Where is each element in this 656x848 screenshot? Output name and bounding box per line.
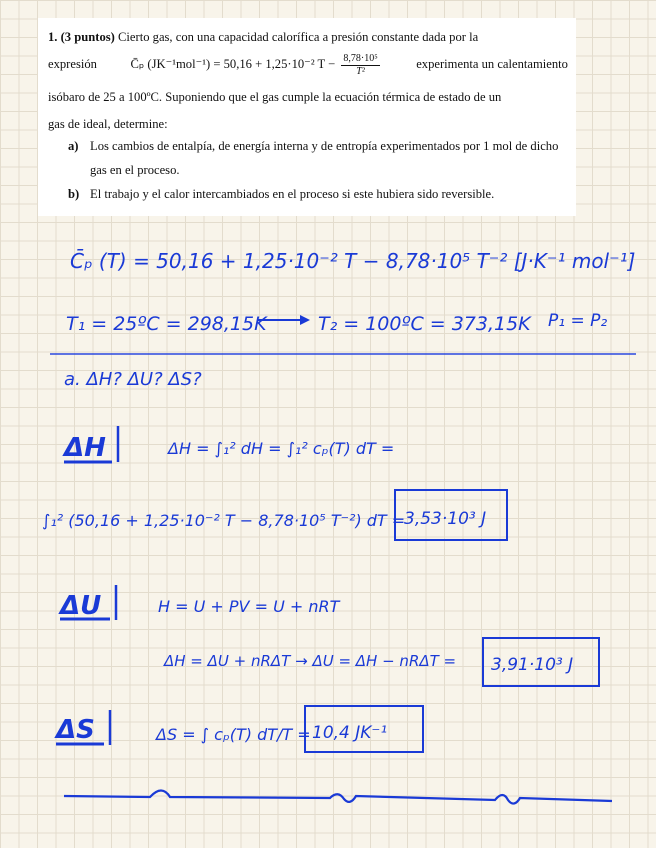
cp-formula-denominator: T² <box>356 65 365 77</box>
problem-line-4: gas de ideal, determine: <box>48 117 168 131</box>
pressure-condition: P₁ = P₂ <box>548 311 608 331</box>
delta-u-definition: H = U + PV = U + nRT <box>158 597 340 616</box>
delta-s-definition: ΔS = ∫ cₚ(T) dT/T = <box>156 725 311 744</box>
delta-h-definition: ΔH = ∫₁² dH = ∫₁² cₚ(T) dT = <box>168 439 395 458</box>
cp-formula-lhs: C̄ₚ (JK⁻¹mol⁻¹) = 50,16 + 1,25·10⁻² T − <box>130 57 336 71</box>
t2-conversion: T₂ = 100ºC = 373,15K <box>318 313 531 335</box>
item-text-b: El trabajo y el calor intercambiados en el proceso si este hubiera sido reversible. <box>90 187 495 201</box>
cp-formula-numerator: 8,78·10⁵ <box>343 52 378 64</box>
problem-number: 1. <box>48 30 58 44</box>
delta-h-result: 3,53·10³ J <box>404 509 487 529</box>
closing-scribble-line <box>64 791 612 804</box>
part-a-heading: a. ΔH? ΔU? ΔS? <box>64 369 202 390</box>
delta-u-result: 3,91·10³ J <box>491 655 574 675</box>
problem-line-3: isóbaro de 25 a 100ºC. Suponiendo que el gas cumple la ecuación térmica de estado de un <box>48 90 502 104</box>
delta-u-heading: ΔU <box>60 591 102 621</box>
problem-text-2a: expresión <box>48 57 97 71</box>
arrow-head-icon <box>300 315 310 325</box>
delta-u-relation: ΔH = ΔU + nRΔT → ΔU = ΔH − nRΔT = <box>164 652 457 670</box>
item-text-a: Los cambios de entalpía, de energía interna y de entropía experimentados por 1 mol de dicho gas en el proceso. <box>90 139 559 177</box>
cp-equation-handwritten: C̄ₚ (T) = 50,16 + 1,25·10⁻² T − 8,78·10⁵ T⁻² [J·K⁻¹ mol⁻¹] <box>70 249 636 273</box>
problem-points: (3 puntos) <box>60 30 115 44</box>
delta-h-heading: ΔH <box>64 433 106 463</box>
item-label-b: b) <box>68 187 80 201</box>
delta-s-result: 10,4 JK⁻¹ <box>312 723 388 743</box>
t1-conversion: T₁ = 25ºC = 298,15K <box>66 313 267 335</box>
problem-text-2b: experimenta un calentamiento <box>416 57 568 71</box>
item-label-a: a) <box>68 139 79 153</box>
problem-text-1: Cierto gas, con una capacidad calorífica a presión constante dada por la <box>118 30 479 44</box>
delta-s-heading: ΔS <box>56 715 95 745</box>
delta-h-integral: ∫₁² (50,16 + 1,25·10⁻² T − 8,78·10⁵ T⁻²) dT = <box>42 511 406 530</box>
